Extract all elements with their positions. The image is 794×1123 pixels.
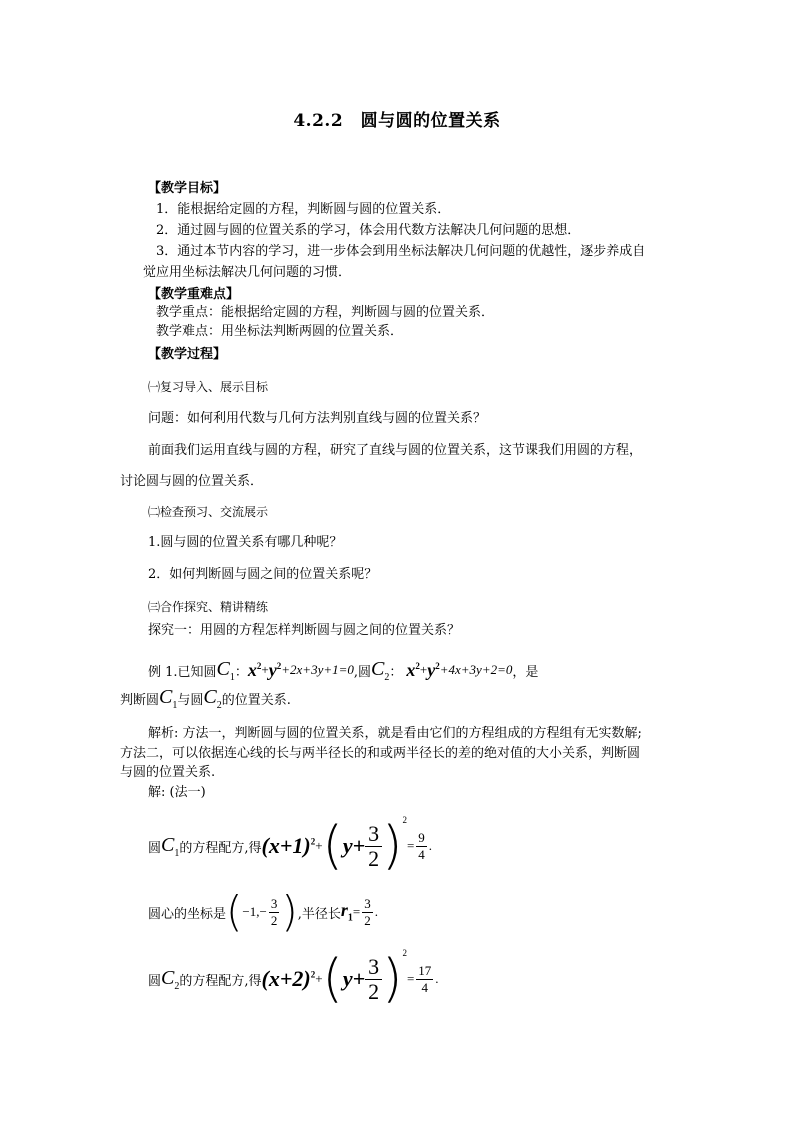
eq1-y: $y^2$ [268, 659, 282, 680]
circle-c1-symbol: $C_1$ [161, 833, 180, 859]
right-paren: ) [382, 816, 403, 876]
eq2-y: $y^2$ [427, 659, 440, 680]
goal-1: 1．能根据给定圆的方程，判断圆与圆的位置关系． [156, 202, 451, 217]
intro-line-1: 前面我们运用直线与圆的方程，研究了直线与圆的位置关系，这节课我们用圆的方程， [148, 443, 643, 458]
eq1-x: $x^2$ [247, 659, 262, 680]
fraction-three-halves: $\frac{3}{2}$ [365, 955, 382, 1004]
circle-c1-symbol: $C_1$ [216, 657, 235, 683]
eq1-rest: +2x+3y+1=0 [281, 662, 354, 677]
fraction-nine-quarters: $\frac{9}{4}$ [418, 829, 425, 862]
c1-x-term: $(x+1)^2$ [261, 833, 316, 858]
example-1-line-1 [148, 655, 538, 685]
fraction-three-halves: $\frac{3}{2}$ [365, 822, 382, 871]
equals: = [406, 838, 415, 853]
intro-line-2: 讨论圆与圆的位置关系． [120, 474, 264, 489]
page-title: 4.2.2 圆与圆的位置关系 [293, 111, 501, 131]
review-question: 问题：如何利用代数与几何方法判别直线与圆的位置关系？ [148, 411, 487, 426]
analysis-line-3: 与圆的位置关系. [120, 765, 216, 780]
c2-label: 圆 [148, 973, 162, 989]
step-2-heading: ㈡检查预习、交流展示 [148, 505, 269, 519]
circle-c2-symbol: $C_2$ [203, 685, 222, 711]
eq2-rest: +4x+3y+2=0 [439, 662, 513, 677]
example-suffix: ，是 [512, 664, 539, 680]
c2-text: 的方程配方,得 [179, 973, 262, 989]
c1-completed-square [148, 815, 432, 877]
square: 2 [402, 815, 407, 825]
c1-label: 圆 [148, 840, 162, 856]
fraction-three-halves: $\frac{3}{2}$ [270, 895, 278, 928]
key-point: 教学重点：能根据给定圆的方程，判断圆与圆的位置关系． [156, 305, 495, 320]
period: . [374, 904, 378, 919]
example-prefix: 例 1.已知圆 [148, 664, 217, 680]
fraction-three-halves: $\frac{3}{2}$ [364, 895, 371, 928]
period: . [428, 838, 433, 853]
c2-x-term: $(x+2)^2$ [261, 966, 316, 991]
preview-question-1: 1.圆与圆的位置关系有哪几种呢？ [148, 535, 343, 550]
equals: = [352, 904, 361, 919]
analysis-line-2: 方法二，可以依据连心线的长与两半径长的和或两半径长的差的绝对值的大小关系，判断圆 [120, 746, 641, 761]
difficult-point: 教学难点：用坐标法判断两圆的位置关系． [156, 324, 404, 339]
example-mid: ,圆 [353, 664, 372, 680]
eq1-plus: + [261, 662, 269, 677]
example-line2-a: 判断圆 [120, 692, 160, 708]
eq2-x: $x^2$ [406, 659, 420, 680]
center-text: 圆心的坐标是 [148, 906, 227, 922]
fraction-seventeen-quarters: $\frac{17}{4}$ [418, 962, 432, 995]
circle-c1-symbol: $C_1$ [159, 685, 178, 711]
left-paren: ( [226, 887, 243, 936]
right-paren: ) [281, 887, 298, 936]
center-value: −1,− [242, 904, 267, 919]
square: 2 [402, 948, 407, 958]
example-line2-b: 与圆 [177, 692, 204, 708]
radius-text: ,半径长 [297, 906, 341, 922]
c2-completed-square [148, 948, 439, 1010]
colon: ： [389, 664, 403, 680]
radius-r1: $r_1$ [340, 900, 353, 924]
exploration-1: 探究一：用圆的方程怎样判断圆与圆之间的位置关系？ [148, 623, 461, 638]
c2-y-term: y+ [342, 966, 366, 991]
c1-text: 的方程配方,得 [179, 840, 262, 856]
plus: + [315, 971, 323, 986]
goal-3-line-1: 3．通过本节内容的学习，进一步体会到用坐标法解决几何问题的优越性，逐步养成自 [156, 244, 646, 259]
goals-heading: 【教学目标】 [148, 181, 227, 196]
solution-heading: 解: (法一) [148, 785, 206, 800]
colon: ： [234, 664, 248, 680]
period: . [435, 971, 439, 986]
example-line2-c: 的位置关系. [221, 692, 291, 708]
circle-c2-symbol: $C_2$ [161, 966, 180, 992]
process-heading: 【教学过程】 [148, 347, 227, 362]
plus: + [315, 838, 323, 853]
example-1-line-2 [120, 684, 291, 712]
left-paren: ( [322, 816, 343, 876]
goal-3-line-2: 觉应用坐标法解决几何问题的习惯． [143, 265, 352, 280]
goal-2: 2．通过圆与圆的位置关系的学习，体会用代数方法解决几何问题的思想． [156, 223, 581, 238]
circle-c2-symbol: $C_2$ [371, 657, 390, 683]
step-3-heading: ㈢合作探究、精讲精练 [148, 600, 269, 614]
equals: = [406, 971, 415, 986]
eq2-plus: + [419, 662, 428, 677]
preview-question-2: 2．如何判断圆与圆之间的位置关系呢？ [148, 567, 378, 582]
keypoints-heading: 【教学重难点】 [148, 287, 240, 302]
analysis-line-1: 解析: 方法一，判断圆与圆的位置关系，就是看由它们的方程组成的方程组有无实数解; [148, 726, 642, 741]
c1-center-radius [148, 888, 378, 936]
left-paren: ( [322, 949, 343, 1009]
right-paren: ) [382, 949, 403, 1009]
c1-y-term: y+ [342, 833, 366, 858]
step-1-heading: ㈠复习导入、展示目标 [148, 380, 269, 394]
